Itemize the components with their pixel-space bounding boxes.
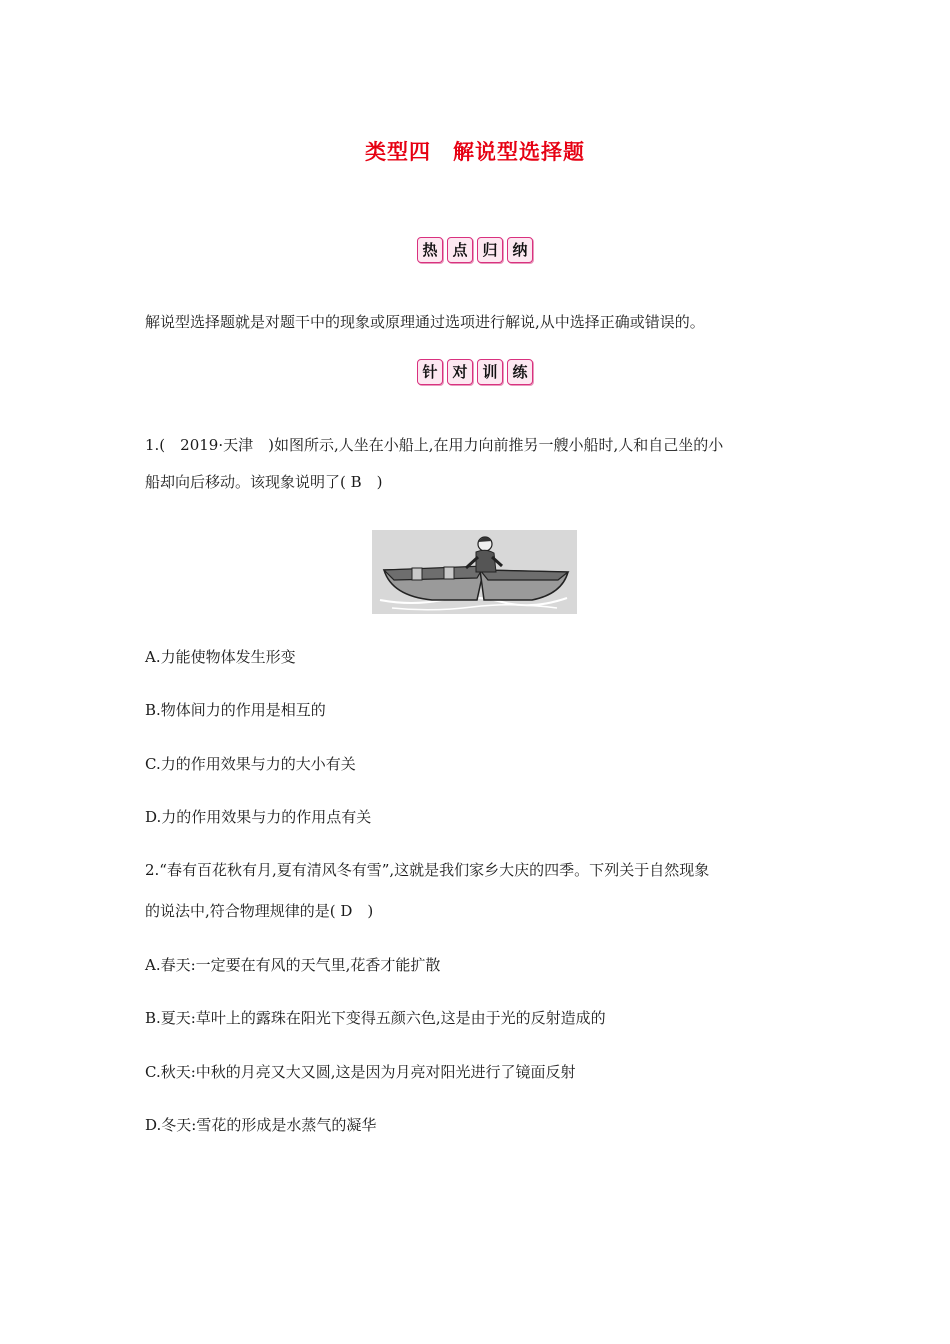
question-2-option-a: A.春天:一定要在有风的天气里,花香才能扩散 (145, 956, 441, 974)
question-2-line-2: 的说法中,符合物理规律的是( D ) (145, 902, 374, 920)
heading-char: 归 (477, 237, 503, 263)
heading-char: 对 (447, 359, 473, 385)
question-1-option-c: C.力的作用效果与力的大小有关 (145, 755, 356, 773)
intro-text: 解说型选择题就是对题干中的现象或原理通过选项进行解说,从中选择正确或错误的。 (145, 313, 705, 331)
question-1-option-b: B.物体间力的作用是相互的 (145, 701, 326, 719)
heading-char: 训 (477, 359, 503, 385)
section-heading-summary (0, 237, 950, 263)
section-heading-practice (0, 359, 950, 385)
question-1-line-1: 1.( 2019·天津 )如图所示,人坐在小船上,在用力向前推另一艘小船时,人和自己坐的小 (145, 436, 724, 454)
question-2-option-d: D.冬天:雪花的形成是水蒸气的凝华 (145, 1116, 377, 1134)
heading-char: 点 (447, 237, 473, 263)
heading-char: 练 (507, 359, 533, 385)
question-1-option-d: D.力的作用效果与力的作用点有关 (145, 808, 372, 826)
question-2-option-c: C.秋天:中秋的月亮又大又圆,这是因为月亮对阳光进行了镜面反射 (145, 1063, 576, 1081)
question-2-option-b: B.夏天:草叶上的露珠在阳光下变得五颜六色,这是由于光的反射造成的 (145, 1009, 606, 1027)
question-1-line-2: 船却向后移动。该现象说明了( B ) (145, 473, 383, 491)
question-2-line-1: 2.“春有百花秋有月,夏有清风冬有雪”,这就是我们家乡大庆的四季。下列关于自然现象 (145, 861, 710, 879)
heading-char: 针 (417, 359, 443, 385)
page-title: 类型四 解说型选择题 (365, 140, 585, 164)
boat-figure (372, 530, 577, 614)
heading-char: 纳 (507, 237, 533, 263)
question-1-option-a: A.力能使物体发生形变 (145, 648, 296, 666)
heading-char: 热 (417, 237, 443, 263)
